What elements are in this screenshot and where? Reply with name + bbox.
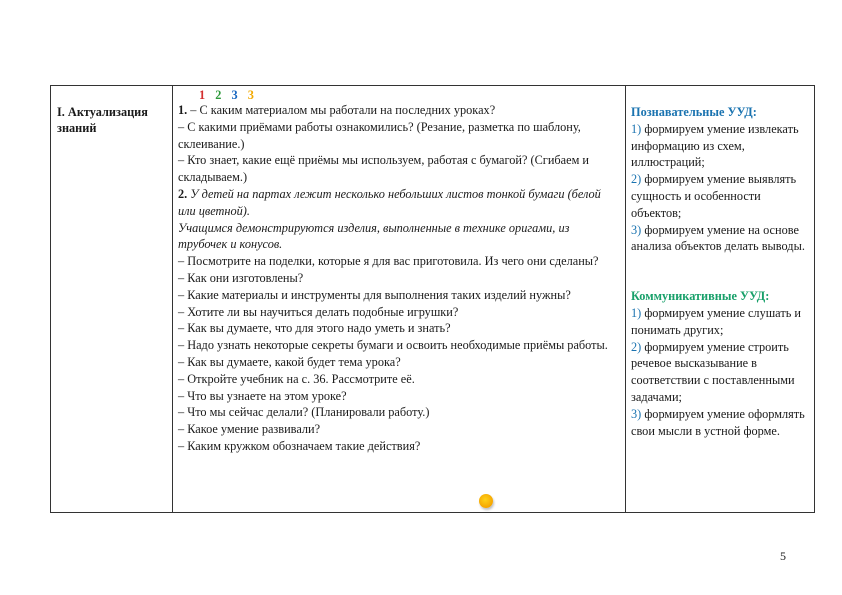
question: – Как вы думаете, что для этого надо уметь и знать? [178,321,451,336]
stage-cell [51,86,173,513]
question: – Хотите ли вы научиться делать подобные игрушки? [178,304,459,319]
question: – Посмотрите на поделки, которые я для вас приготовила. Из чего они сделаны? [178,254,599,269]
stage-title: I. Актуализация знаний [57,105,148,135]
communicative-uud-title: Коммуникативные УУД: [631,289,770,304]
yellow-circle-icon [479,494,493,508]
colored-numbers [178,88,621,102]
number-2: 2 [215,88,222,102]
cognitive-uud-title: Познавательные УУД: [631,105,757,119]
uud-item: 1) формируем умение извлекать информацию из схем, иллюстраций; [631,121,799,170]
uud-item: 3) формируем умение на основе анализа объектов делать выводы. [631,222,805,254]
table-row [51,86,815,513]
question: – Как они изготовлены? [178,270,304,285]
question: – Каким кружком обозначаем такие действия? [178,438,421,453]
task-2: 2. У детей на партах лежит несколько небольших листов тонкой бумаги (белой или цветной). [178,186,601,218]
question: – Надо узнать некоторые секреты бумаги и освоить необходимые приёмы работы. [178,338,608,353]
page-number: 5 [780,549,786,563]
question: – Что вы узнаете на этом уроке? [178,388,347,403]
content-cell [173,86,626,513]
question: – Кто знает, какие ещё приёмы мы используем, работая с бумагой? (Сгибаем и складываем.) [178,153,590,185]
uud-item: 2) формируем умение выявлять сущность и особенности объектов; [631,172,797,220]
question: – Откройте учебник на с. 36. Рассмотрите её. [178,371,415,386]
question: – Как вы думаете, какой будет тема урока? [178,354,401,369]
uud-cell [626,86,815,513]
question-1: 1. – С каким материалом мы работали на последних уроках? [178,103,496,117]
number-3-orange: 3 [247,88,254,102]
number-1: 1 [199,88,206,102]
number-3-blue: 3 [231,88,238,102]
uud-item: 1) формируем умение слушать и понимать других; [631,305,801,337]
question: – Что мы сейчас делали? (Планировали работу.) [178,405,430,420]
uud-item: 3) формируем умение оформлять свои мысли в устной форме. [631,406,805,438]
question: – Какие материалы и инструменты для выполнения таких изделий нужны? [178,287,571,302]
teacher-note: Учащимся демонстрируются изделия, выполненные в технике оригами, из трубочек и конусов. [178,220,570,252]
uud-item: 2) формируем умение строить речевое высказывание в соответствии с поставленными задачами; [631,339,795,404]
question: – С какими приёмами работы ознакомились? (Резание, разметка по шаблону, склеивание.) [178,119,581,151]
lesson-table [50,85,815,513]
question: – Какое умение развивали? [178,422,321,437]
